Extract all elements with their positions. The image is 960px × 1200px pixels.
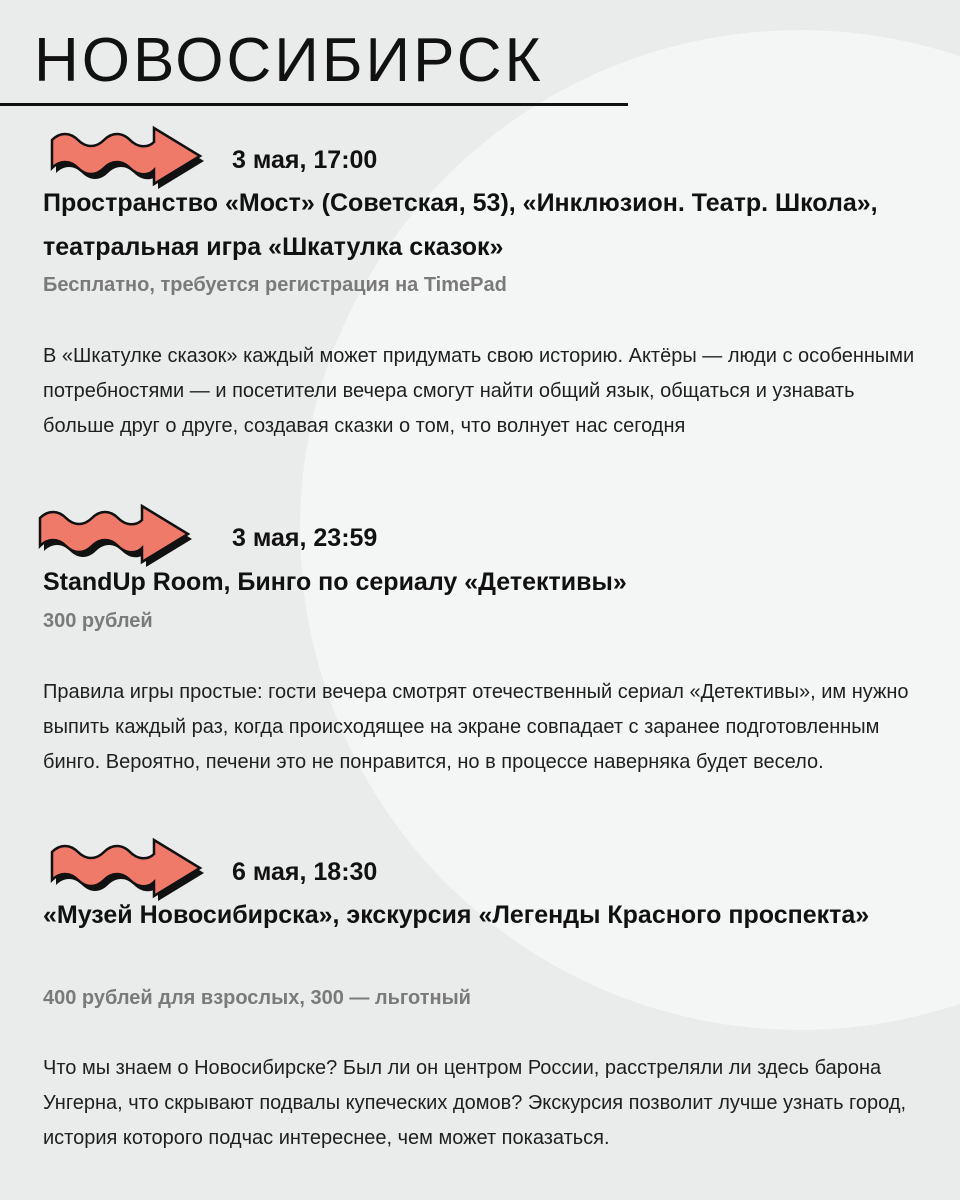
event-description: В «Шкатулке сказок» каждый может придумать свою историю. Актёры — люди с особенными потребностями — и посетители вечера смогут найти общий язык, общаться и узнавать больше друг о друге, создавая сказки о том, что волнует нас сегодня bbox=[43, 345, 915, 437]
event-description: Правила игры простые: гости вечера смотрят отечественный сериал «Детективы», им нужно выпить каждый раз, когда происходящее на экране совпадает с заранее подготовленным бинго. Вероятно, печени это не понравится, но в процессе наверняка будет весело. bbox=[43, 681, 909, 773]
event-date: 3 мая, 17:00 bbox=[232, 146, 378, 174]
event-title: StandUp Room, Бинго по сериалу «Детективы» bbox=[43, 568, 627, 596]
title-underline bbox=[0, 103, 628, 106]
wavy-arrow-icon bbox=[0, 490, 198, 570]
event-price: Бесплатно, требуется регистрация на TimePad bbox=[43, 274, 507, 296]
wavy-arrow-icon bbox=[0, 824, 210, 904]
city-title: НОВОСИБИРСК bbox=[34, 26, 544, 95]
event-date: 3 мая, 23:59 bbox=[232, 524, 378, 552]
event-date: 6 мая, 18:30 bbox=[232, 858, 378, 886]
event-title: «Музей Новосибирска», экскурсия «Легенды Красного проспекта» bbox=[43, 901, 870, 929]
event-price: 300 рублей bbox=[43, 610, 153, 632]
event-description: Что мы знаем о Новосибирске? Был ли он центром России, расстреляли ли здесь барона Унгерна, что скрывают подвалы купеческих домов? Экскурсия позволит лучше узнать город, история которого подчас интереснее, чем может показаться. bbox=[43, 1057, 907, 1149]
wavy-arrow-icon bbox=[0, 112, 210, 192]
event-title: Пространство «Мост» (Советская, 53), «Инклюзион. Театр. Школа», театральная игра «Шкатулка сказок» bbox=[43, 189, 878, 261]
event-price: 400 рублей для взрослых, 300 — льготный bbox=[43, 987, 471, 1009]
